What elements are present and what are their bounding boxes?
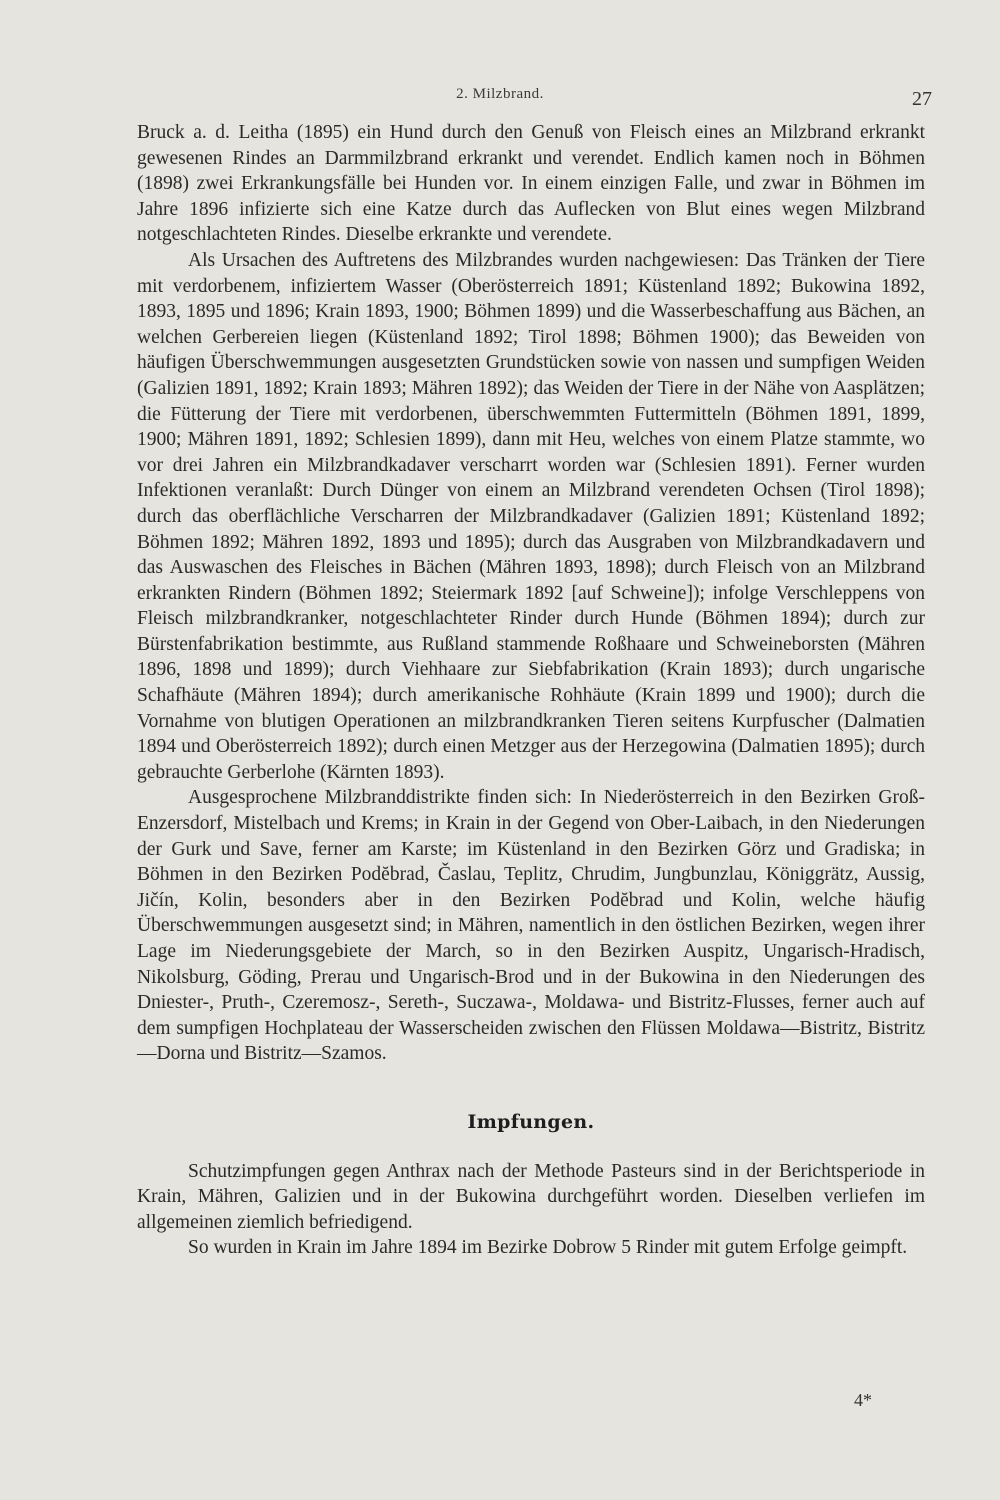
paragraph-continuation: Bruck a. d. Leitha (1895) ein Hund durch den Genuß von Fleisch eines an Milzbrand erkrankt gewesenen Rindes an Darmmilzbrand erkrankt und verendet. Endlich kamen noch in Böhmen (1898) zwei Erkrankungsfälle bei Hunden vor. In einem einzigen Falle, und zwar in Böhmen im Jahre 1896 infizierte sich eine Katze durch das Auflecken von Blut eines wegen Milzbrand notgeschlachteten Rindes. Dieselbe erkrankte und verendete.	[137, 122, 925, 246]
paragraph-districts: Ausgesprochene Milzbranddistrikte finden sich: In Niederösterreich in den Bezirken Groß-Enzersdorf, Mistelbach und Krems; in Krain in der Gegend von Ober-Laibach, in den Niederungen der Gurk und Save, ferner am Karste; im Küstenland in den Bezirken Görz und Gradiska; in Böhmen in den Bezirken Podĕbrad, Časlau, Teplitz, Chrudim, Jungbunzlau, Königgrätz, Aussig, Jičín, Kolin, besonders aber in den Bezirken Podĕbrad und Kolin, welche häufig Überschwemmungen ausgesetzt sind; in Mähren, namentlich in den östlichen Bezirken, wegen ihrer Lage im Niederungsgebiete der March, so in den Bezirken Auspitz, Ungarisch-Hradisch, Nikolsburg, Göding, Prerau und Ungarisch-Brod und in der Bukowina in den Niederungen des Dniester-, Pruth-, Czeremosz-, Sereth-, Suczawa-, Moldawa- und Bistritz-Flusses, ferner auch auf dem sumpfigen Hochplateau der Wasserscheiden zwischen den Flüssen Moldawa—Bistritz, Bistritz—Dorna und Bistritz—Szamos.	[137, 787, 925, 1065]
section-heading: Impfungen.	[467, 1110, 595, 1133]
signature-mark: 4*	[854, 1390, 872, 1410]
page-body	[137, 120, 925, 1261]
paragraph-krain-example: So wurden in Krain im Jahre 1894 im Bezirke Dobrow 5 Rinder mit gutem Erfolge geimpft.	[188, 1237, 908, 1259]
paragraph-vaccinations: Schutzimpfungen gegen Anthrax nach der Methode Pasteurs sind in der Berichtsperiode in Krain, Mähren, Galizien und in der Bukowina durchgeführt worden. Dieselben verliefen im allgemeinen ziemlich befriedigend.	[137, 1160, 925, 1233]
page-number: 27	[912, 88, 932, 110]
paragraph-causes: Als Ursachen des Auftretens des Milzbrandes wurden nachgewiesen: Das Tränken der Tiere mit verdorbenem, infiziertem Wasser (Oberösterreich 1891; Küstenland 1892; Bukowina 1892, 1893, 1895 und 1896; Krain 1893, 1900; Böhmen 1899) und die Wasserbeschaffung aus Bächen, an welchen Gerbereien liegen (Küstenland 1892; Tirol 1898; Böhmen 1900); das Beweiden von häufigen Überschwemmungen ausgesetzten Grundstücken sowie von nassen und sumpfigen Weiden (Galizien 1891, 1892; Krain 1893; Mähren 1892); das Weiden der Tiere in der Nähe von Aasplätzen; die Fütterung der Tiere mit verdorbenen, überschwemmten Futtermitteln (Böhmen 1891, 1899, 1900; Mähren 1891, 1892; Schlesien 1899), dann mit Heu, welches von einem Platze stammte, wo vor drei Jahren ein Milzbrandkadaver verscharrt worden war (Schlesien 1891). Ferner wurden Infektionen veranlaßt: Durch Dünger von einem an Milzbrand verendeten Ochsen (Tirol 1898); durch das oberflächliche Verscharren der Milzbrandkadaver (Galizien 1891; Küstenland 1892; Böhmen 1892; Mähren 1892, 1893 und 1895); durch das Ausgraben von Milzbrandkadavern und das Auswaschen des Fleisches in Bächen (Mähren 1893, 1898); durch Fleisch von an Milzbrand erkrankten Rindern (Böhmen 1892; Steiermark 1892 [auf Schweine]); infolge Verschleppens von Fleisch milzbrandkranker, notgeschlachteter Rinder durch Hunde (Böhmen 1894); durch zur Bürstenfabrikation bestimmte, aus Rußland stammende Roßhaare und Schweineborsten (Mähren 1896, 1898 und 1899); durch Viehhaare zur Siebfabrikation (Krain 1893); durch ungarische Schafhäute (Mähren 1894); durch amerikanische Rohhäute (Krain 1899 und 1900); durch die Vornahme von blutigen Operationen an milzbrandkranken Tieren seitens Kurpfuscher (Dalmatien 1894 und Oberösterreich 1892); durch einen Metzger aus der Herzegowina (Dalmatien 1895); durch gebrauchte Gerberlohe (Kärnten 1893).	[137, 249, 925, 783]
running-title: 2. Milzbrand.	[456, 86, 544, 102]
